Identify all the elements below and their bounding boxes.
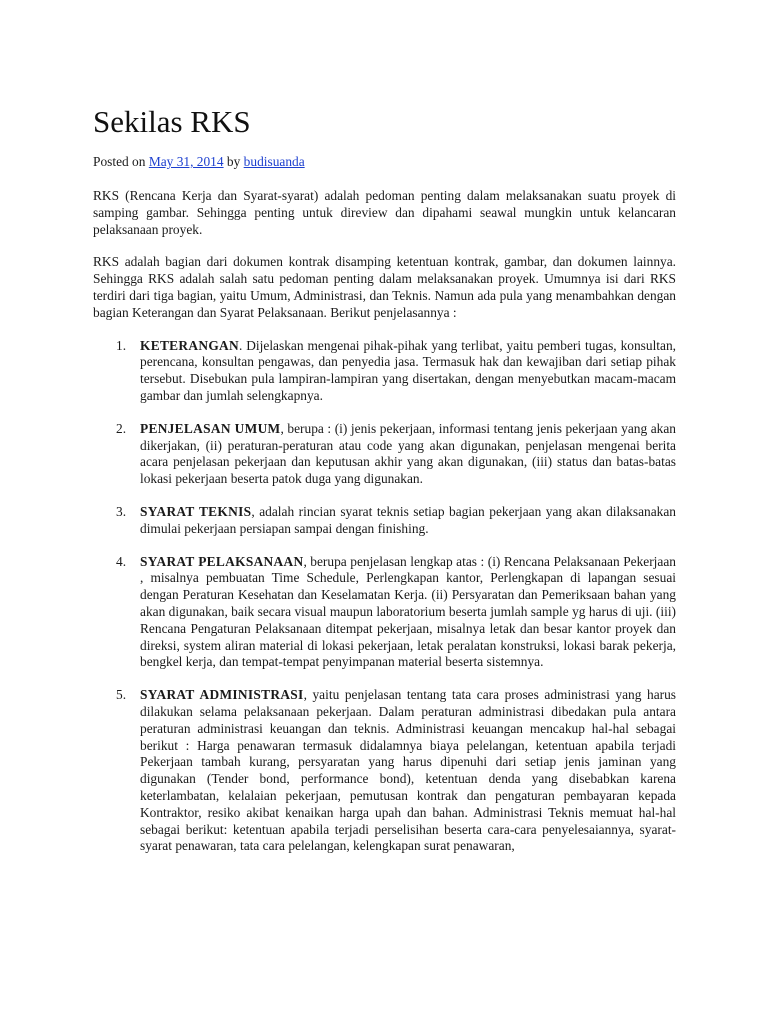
list-item-term: SYARAT PELAKSANAAN [140, 553, 304, 569]
post-meta [93, 153, 676, 170]
article-title: Sekilas RKS [93, 104, 251, 139]
list-item [116, 687, 677, 855]
posted-prefix: Posted on [93, 154, 149, 169]
list-item-text: , adalah rincian syarat teknis setiap bagian pekerjaan yang akan dilaksanakan dimulai pekerjaan persiapan sampai dengan finishing. [140, 503, 676, 536]
list-item [116, 503, 676, 538]
rks-section-list [93, 338, 676, 856]
overview-paragraph: RKS adalah bagian dari dokumen kontrak disamping ketentuan kontrak, gambar, dan dokumen lainnya. Sehingga RKS adalah salah satu pedoman penting dalam melaksanakan proyek. Umumnya isi dari RKS terdiri dari tiga bagian, yaitu Umum, Administrasi, dan Teknis. Namun ada pula yang menambahkan dengan bagian Keterangan dan Syarat Pelaksanaan. Berikut penjelasannya : [93, 254, 676, 320]
list-item-number: 5. [116, 687, 127, 703]
list-item-number: 4. [116, 553, 127, 569]
list-item-term: PENJELASAN UMUM [140, 420, 281, 436]
by-label: by [223, 154, 244, 169]
list-item [116, 420, 677, 488]
post-date-link[interactable]: May 31, 2014 [148, 154, 224, 169]
list-item [116, 337, 676, 405]
list-item-term: SYARAT TEKNIS [140, 503, 252, 519]
list-item-text: , berupa : (i) jenis pekerjaan, informasi tentang jenis pekerjaan yang akan dikerjakan, (ii) peraturan-peraturan atau code yang akan digunakan, penjelasan mengenai berita acara penjelasan pekerjaan dan keputusan akhir yang akan digunakan, (iii) status dan batas-batas lokasi pekerjaan beserta patok duga yang digunakan. [140, 420, 677, 487]
list-item-text: . Dijelaskan mengenai pihak-pihak yang terlibat, yaitu pemberi tugas, konsultan, perencana, konsultan pengawas, dan penyedia jasa. Termasuk hak dan kewajiban dari setiap pihak tersebut. Disebukan pula lampiran-lampiran yang disertakan, dengan menyebutkan macam-macam gambar dan jumlah selengkapnya. [140, 337, 676, 403]
list-item-term: KETERANGAN [140, 337, 239, 353]
list-item-text: , yaitu penjelasan tentang tata cara proses administrasi yang harus dilakukan selama pelaksanaan pekerjaan. Dalam peraturan administrasi dibedakan pula antara peraturan administrasi keuangan dan teknis. Administrasi keuangan mencakup hal-hal sebagai berikut : Harga penawaran termasuk didalamnya biaya pelelangan, ketentuan apabila terjadi Pekerjaan tambah kurang, persyaratan yang harus dipenuhi dari setiap jenis jaminan yang digunakan (Tender bond, performance bond), ketentuan denda yang disebabkan karena keterlambatan, kelalaian pekerjaan, pemutusan kontrak dan pengaturan pembayaran kepada Kontraktor, resiko akibat kenaikan harga upah dan bahan. Administrasi Teknis memuat hal-hal sebagai berikut: ketentuan apabila terjadi perselisihan beserta cara-cara penyelesaiannya, syarat-syarat penawaran, tata cara pelelangan, kelengkapan surat penawaran, [140, 687, 677, 854]
list-item-number: 1. [116, 337, 127, 353]
list-item-text: , berupa penjelasan lengkap atas : (i) Rencana Pelaksanaan Pekerjaan , misalnya pembuatan Time Schedule, Perlengkapan kantor, Perlengkapan di lapangan sesuai dengan Peraturan Kesehatan dan Keselamatan Kerja. (ii) Persyaratan dan Pemeriksaan bahan yang akan digunakan, baik secara visual maupun laboratorium beserta jumlah sample yg harus di uji. (iii) Rencana Pengaturan Pelaksanaan ditempat pekerjaan, misalnya letak dan besar kantor proyek dan direksi, system aliran material di lokasi pekerjaan, letak peralatan konstruksi, lokasi barak pekerja, bengkel kerja, dan tempat-tempat penyimpanan material beserta sistemnya. [140, 553, 676, 670]
intro-paragraph: RKS (Rencana Kerja dan Syarat-syarat) adalah pedoman penting dalam melaksanakan suatu proyek di samping gambar. Sehingga penting untuk direview dan dipahami seawal mungkin untuk kelancaran pelaksanaan proyek. [93, 188, 676, 237]
article [93, 103, 676, 871]
list-item-number: 3. [116, 503, 127, 519]
list-item [116, 553, 676, 672]
list-item-number: 2. [116, 420, 127, 436]
list-item-term: SYARAT ADMINISTRASI [140, 687, 304, 703]
author-link[interactable]: budisuanda [243, 154, 305, 169]
